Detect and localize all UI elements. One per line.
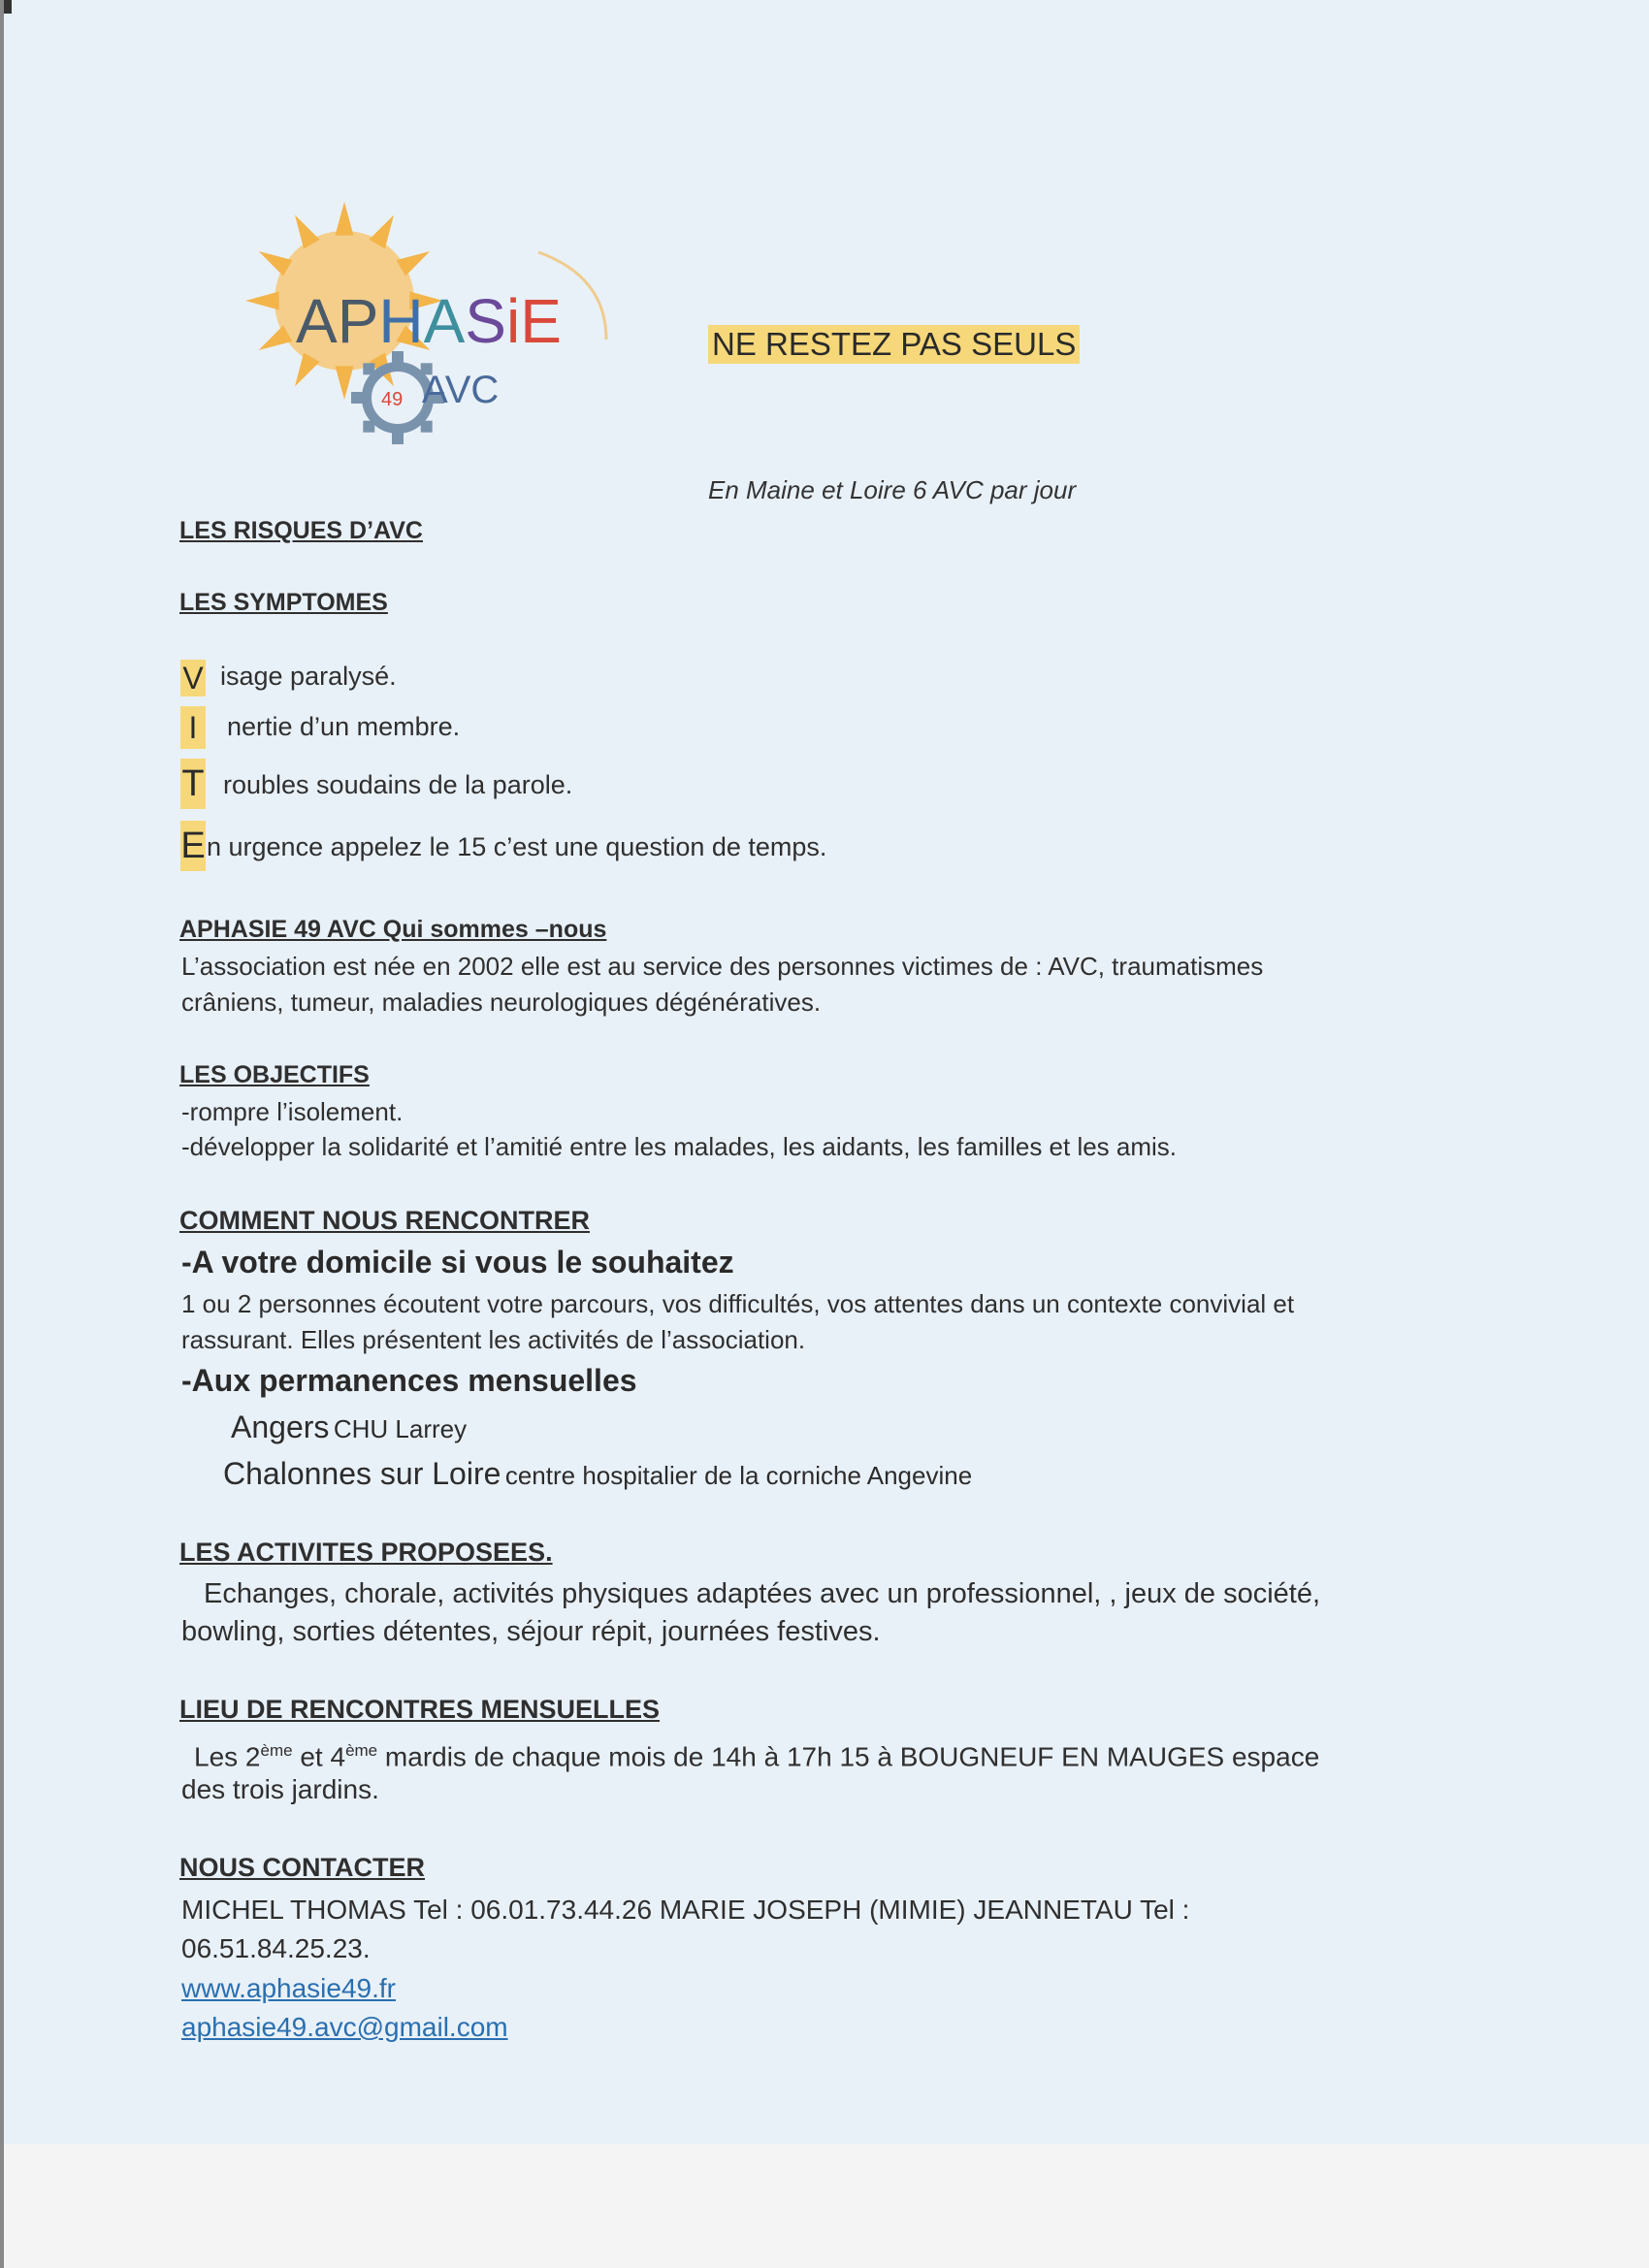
logo-word: APHASiE — [296, 286, 562, 356]
symptomes-heading: LES SYMPTOMES — [179, 589, 388, 616]
contact-line-1: MICHEL THOMAS Tel : 06.01.73.44.26 MARIE JOSEPH (MIMIE) JEANNETAU Tel : — [181, 1895, 1190, 1925]
sun-ray — [336, 366, 354, 400]
gear-tooth — [351, 392, 363, 404]
logo-number: 49 — [381, 389, 404, 410]
vite-letter-e: E — [180, 821, 206, 871]
permanence-chalonnes-detail: centre hospitalier de la corniche Angevine — [504, 1461, 973, 1490]
lieu-sup-2: ème — [345, 1741, 378, 1760]
activites-heading: LES ACTIVITES PROPOSEES. — [179, 1538, 553, 1567]
gear-tooth — [421, 421, 433, 433]
vite-letter-v: V — [180, 660, 206, 697]
qui-line-2: crâniens, tumeur, maladies neurologiques dégénératives. — [181, 988, 822, 1017]
sun-ray — [245, 292, 279, 310]
activites-line-1: Echanges, chorale, activités physiques adaptées avec un professionnel, , jeux de société, — [204, 1578, 1321, 1609]
risques-heading: LES RISQUES D’AVC — [179, 517, 423, 544]
qui-line-1: L’association est née en 2002 elle est au service des personnes victimes de : AVC, traumatismes — [181, 952, 1264, 981]
vite-text-t: roubles soudains de la parole. — [223, 770, 573, 799]
objectifs-heading: LES OBJECTIFS — [179, 1061, 370, 1088]
lieu-line-2: des trois jardins. — [181, 1774, 379, 1804]
permanence-chalonnes-city: Chalonnes sur Loire — [223, 1456, 501, 1491]
domicile-line-2: rassurant. Elles présentent les activités de l’association. — [181, 1325, 806, 1354]
gear-tooth — [363, 421, 374, 433]
activites-line-2: bowling, sorties détentes, séjour répit, journées festives. — [181, 1616, 881, 1647]
lieu-post: mardis de chaque mois de 14h à 17h 15 à BOUGNEUF EN MAUGES espace — [377, 1741, 1320, 1772]
vite-letter-i: I — [180, 706, 206, 749]
gear-tooth — [363, 363, 374, 374]
permanence-angers-city: Angers — [231, 1409, 330, 1444]
contact-heading: NOUS CONTACTER — [179, 1853, 425, 1882]
objectif-item-2: -développer la solidarité et l’amitié entre les malades, les aidants, les familles et les amis. — [181, 1132, 1178, 1161]
tagline: En Maine et Loire 6 AVC par jour — [708, 475, 1077, 504]
contact-line-2: 06.51.84.25.23. — [181, 1933, 371, 1963]
vite-letter-t: T — [180, 759, 206, 809]
scan-edge-line — [0, 0, 4, 2268]
lieu-pre: Les 2 — [194, 1741, 261, 1772]
vite-text-i: nertie d’un membre. — [227, 712, 461, 741]
permanence-angers — [231, 1409, 467, 1445]
domicile-line-1: 1 ou 2 personnes écoutent votre parcours, vos difficultés, vos attentes dans un contexte convivial et — [181, 1289, 1295, 1318]
logo-avc: AVC — [422, 369, 500, 411]
lieu-mid: et 4 — [292, 1741, 346, 1772]
lieu-sup-1: ème — [260, 1741, 293, 1760]
rencontrer-heading: COMMENT NOUS RENCONTRER — [179, 1206, 590, 1235]
email-link[interactable]: aphasie49.avc@gmail.com — [181, 2012, 508, 2042]
aphasie-logo — [218, 199, 645, 451]
lieu-heading: LIEU DE RENCONTRES MENSUELLES — [179, 1695, 661, 1724]
sun-ray — [336, 202, 354, 236]
permanences-title: -Aux permanences mensuelles — [181, 1363, 637, 1398]
qui-heading: APHASIE 49 AVC Qui sommes –nous — [179, 916, 607, 943]
permanence-angers-detail: CHU Larrey — [333, 1414, 468, 1443]
website-link[interactable]: www.aphasie49.fr — [181, 1973, 397, 2003]
permanence-chalonnes — [223, 1456, 972, 1492]
headline: NE RESTEZ PAS SEULS — [708, 325, 1080, 364]
domicile-title: -A votre domicile si vous le souhaitez — [181, 1245, 734, 1280]
vite-text-v: isage paralysé. — [220, 662, 397, 691]
objectif-item-1: -rompre l’isolement. — [181, 1097, 404, 1126]
gear-tooth — [392, 433, 404, 444]
lieu-line-1 — [194, 1733, 1319, 1774]
vite-text-e: n urgence appelez le 15 c’est une question de temps. — [207, 832, 827, 861]
scan-bottom-margin — [0, 2144, 1649, 2268]
